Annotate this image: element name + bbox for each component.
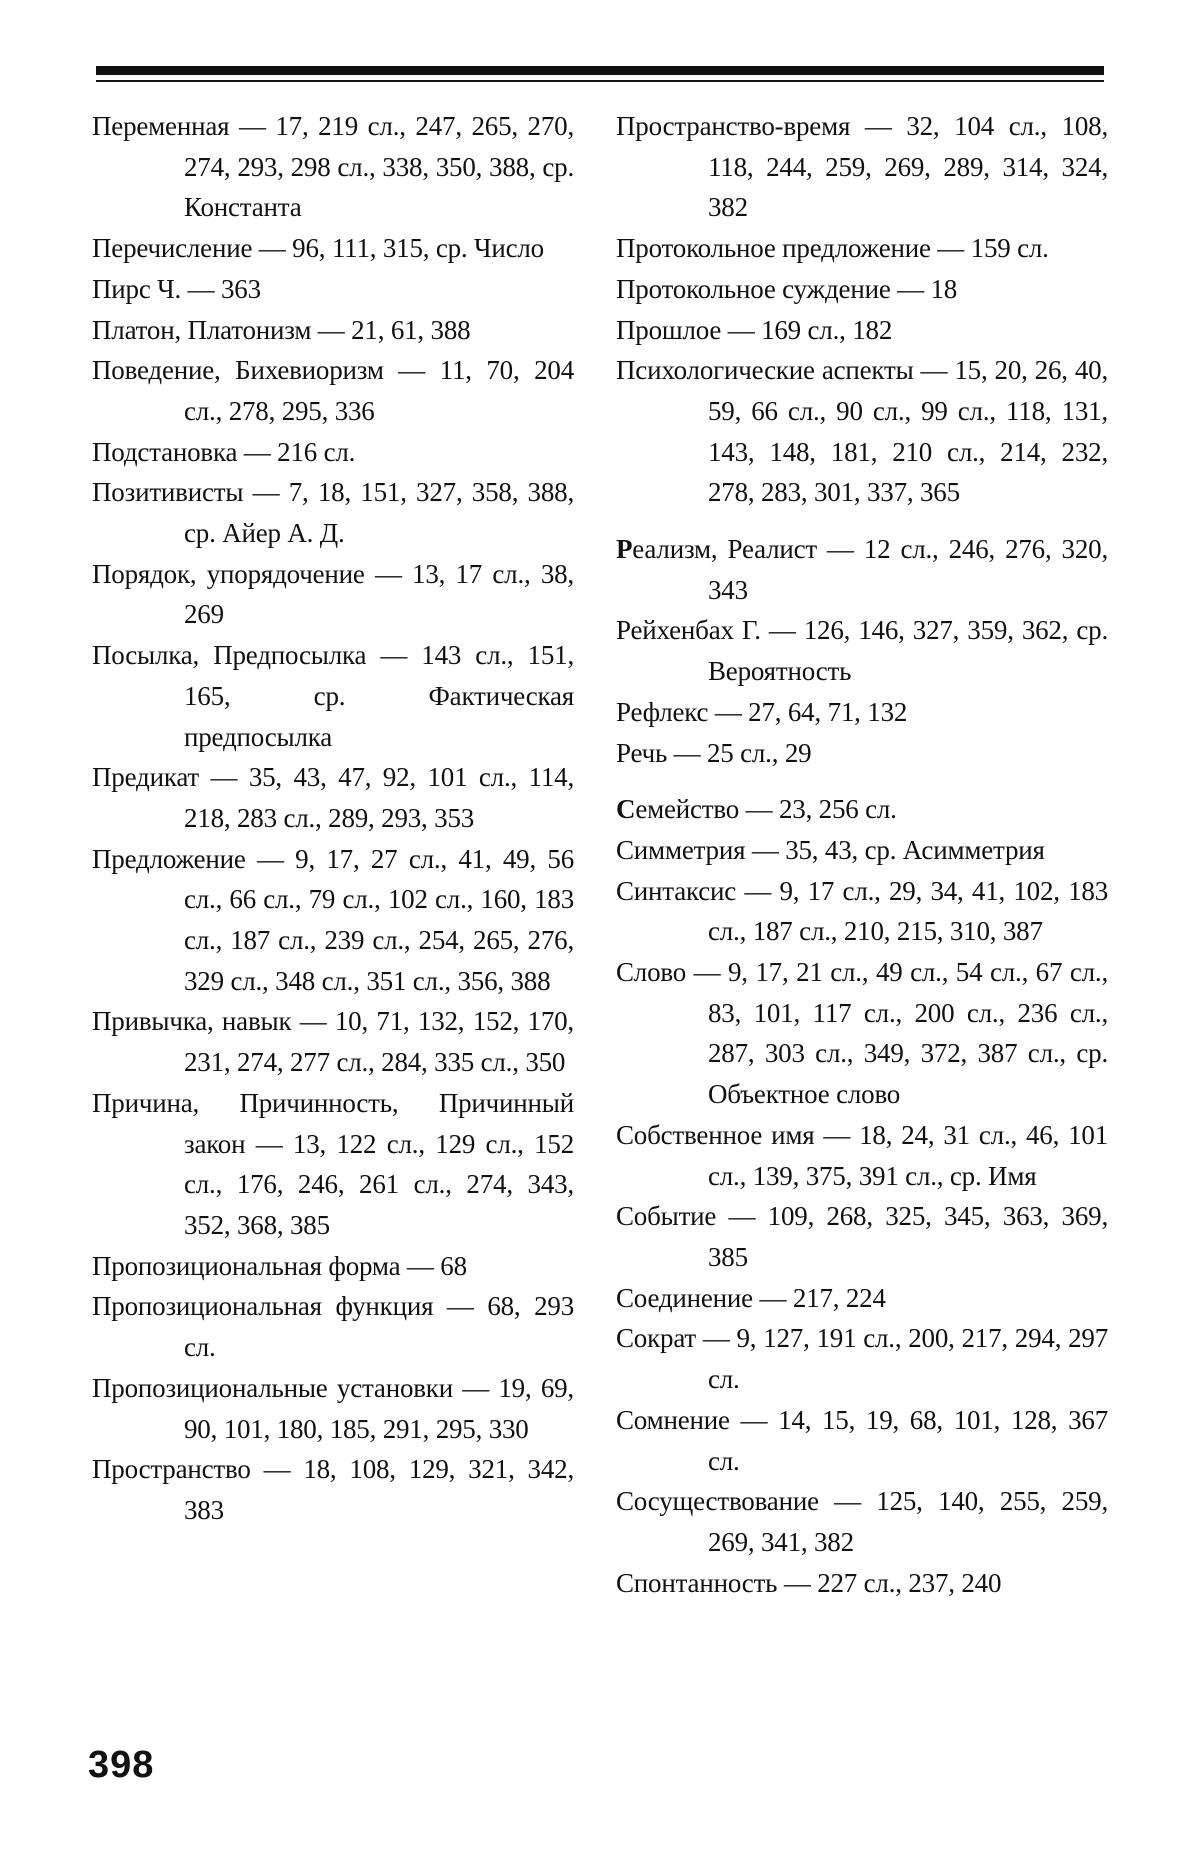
section-initial: Р bbox=[616, 534, 633, 565]
index-entry: Порядок, упорядочение — 13, 17 сл., 38, 269 bbox=[92, 558, 574, 630]
page-number: 398 bbox=[88, 1744, 155, 1786]
index-entry-section-start bbox=[616, 789, 1108, 830]
index-entry-section-start bbox=[616, 529, 1108, 610]
index-entry bbox=[616, 952, 1108, 1115]
index-entry: Пропозициональная функция — 68, 293 сл. bbox=[92, 1291, 574, 1363]
entry-text: Протокольное предложение — 159 сл. bbox=[616, 233, 1049, 264]
index-entry bbox=[616, 310, 1108, 351]
index-entry: Позитивисты — 7, 18, 151, 327, 358, 388, ср. Айер А. Д. bbox=[92, 477, 574, 549]
index-entry bbox=[616, 692, 1108, 733]
entry-text: Слово — 9, 17, 21 сл., 49 сл., 54 сл., 67 сл., 83, 101, 117 сл., 200 сл., 236 сл., 287, 303 сл., 349, 372, 387 сл., ср. Объектное слово bbox=[616, 957, 1108, 1110]
index-entry bbox=[616, 269, 1108, 310]
entry-text: Психологические аспекты — 15, 20, 26, 40, 59, 66 сл., 90 сл., 99 сл., 118, 131, 143, 148, 181, 210 сл., 214, 232, 278, 283, 301, 337, 365 bbox=[616, 355, 1108, 508]
entry-text: Симметрия — 35, 43, ср. Асимметрия bbox=[616, 834, 1045, 865]
index-entry: Поведение, Бихевиоризм — 11, 70, 204 сл., 278, 295, 336 bbox=[92, 355, 574, 426]
index-entry: Предложение — 9, 17, 27 сл., 41, 49, 56 сл., 66 сл., 79 сл., 102 сл., 160, 183 сл., 187 сл., 239 сл., 254, 265, 276, 329 сл., 348 сл., 351 сл., 356, 388 bbox=[92, 843, 574, 996]
index-entry bbox=[616, 610, 1108, 691]
index-entry bbox=[616, 1318, 1108, 1399]
index-entry bbox=[616, 106, 1108, 228]
index-entry bbox=[616, 228, 1108, 269]
header-rule-thin bbox=[96, 80, 1104, 82]
index-entry bbox=[616, 871, 1108, 952]
entry-text: Соединение — 217, 224 bbox=[616, 1282, 886, 1313]
index-column-left bbox=[92, 106, 574, 1531]
entry-text: Рефлекс — 27, 64, 71, 132 bbox=[616, 696, 908, 727]
index-entry: Переменная — 17, 219 сл., 247, 265, 270, 274, 293, 298 сл., 338, 350, 388, ср. Константа bbox=[92, 111, 574, 223]
entry-text: Синтаксис — 9, 17 сл., 29, 34, 41, 102, 183 сл., 187 сл., 210, 215, 310, 387 bbox=[616, 875, 1108, 947]
entry-text: Событие — 109, 268, 325, 345, 363, 369, 385 bbox=[616, 1201, 1108, 1272]
index-entry: Пропозициональная форма — 68 bbox=[92, 1250, 467, 1281]
entry-text: еализм, Реалист — 12 сл., 246, 276, 320, 343 bbox=[632, 534, 1108, 605]
index-column-right bbox=[616, 106, 1108, 1603]
index-entry bbox=[616, 1400, 1108, 1481]
entry-text: емейство — 23, 256 сл. bbox=[635, 794, 897, 825]
index-entry: Перечисление — 96, 111, 315, ср. Число bbox=[92, 233, 544, 264]
index-entry: Предикат — 35, 43, 47, 92, 101 сл., 114, 218, 283 сл., 289, 293, 353 bbox=[92, 762, 574, 833]
entry-text: Протокольное суждение — 18 bbox=[616, 273, 958, 304]
section-initial: С bbox=[616, 794, 636, 825]
index-entry: Подстановка — 216 сл. bbox=[92, 436, 356, 467]
entry-text: Речь — 25 сл., 29 bbox=[616, 737, 812, 768]
index-entry bbox=[616, 1563, 1108, 1604]
index-entry bbox=[616, 830, 1108, 871]
index-entry: Пирс Ч. — 363 bbox=[92, 273, 261, 304]
index-entry: Привычка, навык — 10, 71, 132, 152, 170, 231, 274, 277 сл., 284, 335 сл., 350 bbox=[92, 1006, 574, 1078]
index-entry: Платон, Платонизм — 21, 61, 388 bbox=[92, 314, 471, 345]
index-entry: Причина, Причинность, Причинный закон — 13, 122 сл., 129 сл., 152 сл., 176, 246, 261 сл., 274, 343, 352, 368, 385 bbox=[92, 1087, 574, 1240]
entry-text: Собственное имя — 18, 24, 31 сл., 46, 101 сл., 139, 375, 391 сл., ср. Имя bbox=[616, 1119, 1108, 1191]
entry-text: Прошлое — 169 сл., 182 bbox=[616, 314, 893, 345]
index-entry bbox=[616, 350, 1108, 513]
header-rule-thick bbox=[96, 66, 1104, 75]
index-entry bbox=[616, 1481, 1108, 1562]
entry-text: Рейхенбах Г. — 126, 146, 327, 359, 362, ср. Вероятность bbox=[616, 615, 1108, 687]
entry-text: Спонтанность — 227 сл., 237, 240 bbox=[616, 1567, 1002, 1598]
index-entry: Пространство — 18, 108, 129, 321, 342, 383 bbox=[92, 1454, 574, 1525]
entry-text: Сосуществование — 125, 140, 255, 259, 269, 341, 382 bbox=[616, 1486, 1108, 1557]
index-entry bbox=[616, 1278, 1108, 1319]
index-entry: Посылка, Предпосылка — 143 сл., 151, 165, ср. Фактическая предпосылка bbox=[92, 640, 574, 752]
entry-text: Пространство-время — 32, 104 сл., 108, 118, 244, 259, 269, 289, 314, 324, 382 bbox=[616, 111, 1108, 223]
index-entry bbox=[616, 733, 1108, 774]
entry-text: Сократ — 9, 127, 191 сл., 200, 217, 294, 297 сл. bbox=[616, 1323, 1108, 1395]
entry-text: Сомнение — 14, 15, 19, 68, 101, 128, 367 сл. bbox=[616, 1404, 1108, 1476]
index-entry: Пропозициональные установки — 19, 69, 90, 101, 180, 185, 291, 295, 330 bbox=[92, 1372, 574, 1444]
index-entry bbox=[616, 1115, 1108, 1196]
index-entry bbox=[616, 1196, 1108, 1277]
